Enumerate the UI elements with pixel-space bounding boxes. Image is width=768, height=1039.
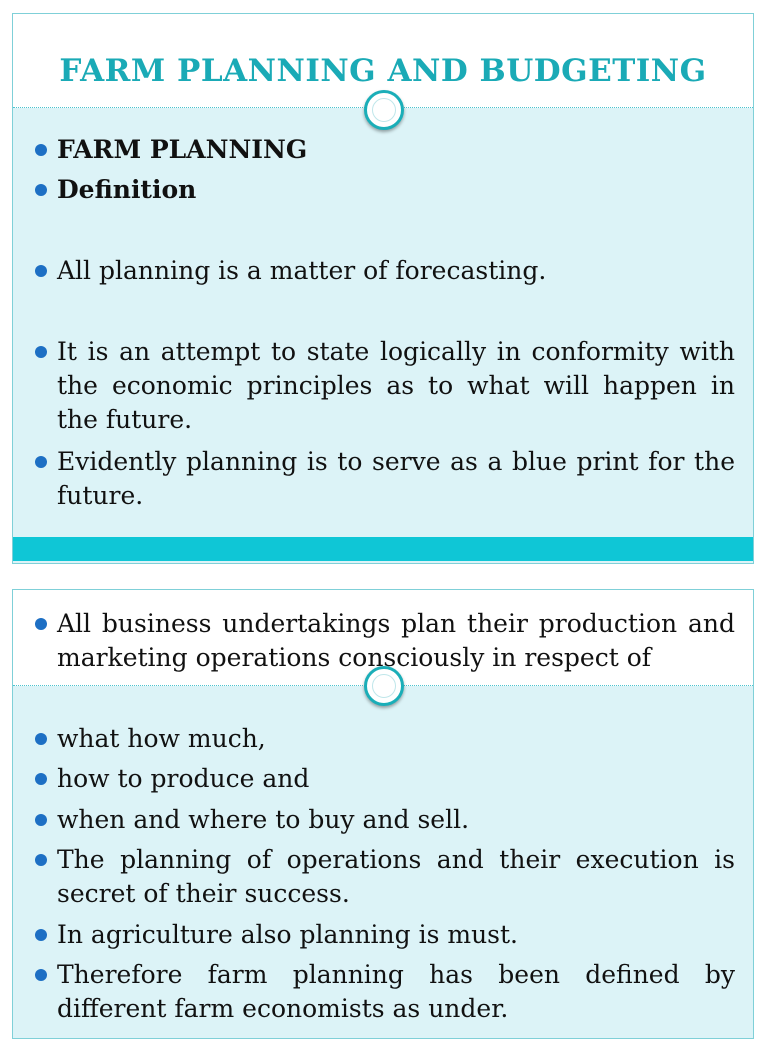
ring-decoration-icon bbox=[364, 90, 404, 130]
slide-title: FARM PLANNING AND BUDGETING bbox=[59, 53, 707, 89]
bullet-text: Therefore farm planning has been defined by different farm economists as under. bbox=[57, 960, 735, 1023]
bullet-text: what how much, bbox=[57, 724, 266, 753]
bullet-item bbox=[31, 254, 735, 288]
bullet-dot-icon bbox=[35, 184, 47, 196]
bullet-item bbox=[31, 762, 735, 796]
bullet-dot-icon bbox=[35, 814, 47, 826]
bullet-item bbox=[31, 843, 735, 911]
bullet-dot-icon bbox=[35, 969, 47, 981]
bullet-item bbox=[31, 918, 735, 952]
bullet-text: how to produce and bbox=[57, 764, 310, 793]
slide-1 bbox=[12, 13, 754, 564]
bullet-text: Evidently planning is to serve as a blue print for the future. bbox=[57, 447, 735, 510]
bullet-dot-icon bbox=[35, 773, 47, 785]
bullet-text: All planning is a matter of forecasting. bbox=[57, 256, 547, 285]
bullet-item bbox=[31, 133, 735, 167]
bullet-dot-icon bbox=[35, 144, 47, 156]
bullet-item bbox=[31, 607, 735, 675]
bullet-item bbox=[31, 335, 735, 437]
bullet-dot-icon bbox=[35, 854, 47, 866]
bullet-dot-icon bbox=[35, 733, 47, 745]
slide-2 bbox=[12, 589, 754, 1039]
bullet-dot-icon bbox=[35, 346, 47, 358]
bullet-text: It is an attempt to state logically in conformity with the economic principles as to what will happen in the future. bbox=[57, 337, 735, 434]
bullet-dot-icon bbox=[35, 618, 47, 630]
bullet-text: when and where to buy and sell. bbox=[57, 805, 470, 834]
bullet-item bbox=[31, 173, 735, 207]
bullet-text: FARM PLANNING bbox=[57, 135, 308, 164]
bullet-item bbox=[31, 722, 735, 756]
bullet-item bbox=[31, 445, 735, 513]
bullet-item bbox=[31, 958, 735, 1026]
bullet-dot-icon bbox=[35, 456, 47, 468]
bullet-text: The planning of operations and their execution is secret of their success. bbox=[57, 845, 735, 908]
bullet-dot-icon bbox=[35, 929, 47, 941]
bullet-text: In agriculture also planning is must. bbox=[57, 920, 518, 949]
bullet-text: Definition bbox=[57, 175, 197, 204]
accent-bar bbox=[13, 537, 753, 561]
bullet-dot-icon bbox=[35, 265, 47, 277]
bullet-item bbox=[31, 803, 735, 837]
bullet-text: All business undertakings plan their production and marketing operations consciously in respect of bbox=[57, 609, 735, 672]
